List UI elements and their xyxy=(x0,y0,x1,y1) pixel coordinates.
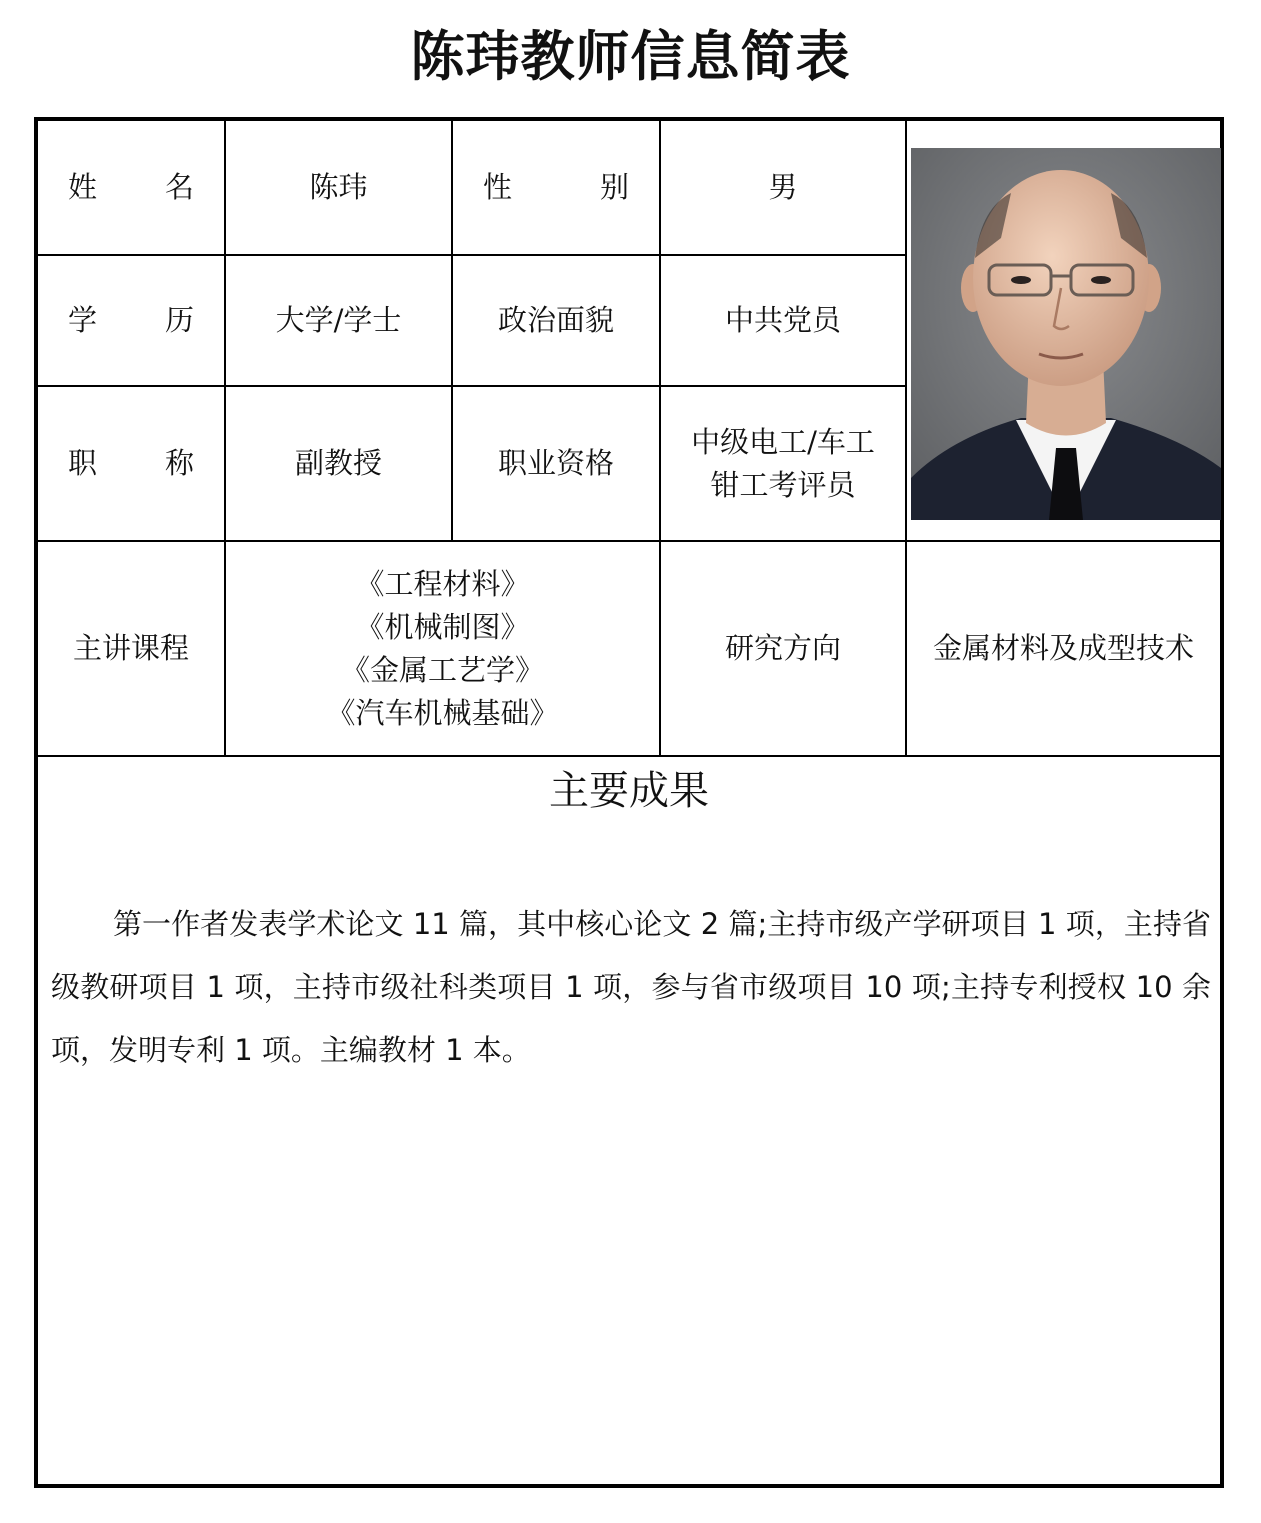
name-value: 陈玮 xyxy=(309,170,368,204)
title-label-char: 职 xyxy=(68,446,98,480)
course-item: 《工程材料》 xyxy=(355,566,530,601)
course-item: 《机械制图》 xyxy=(355,609,530,644)
course-item: 《汽车机械基础》 xyxy=(326,695,559,730)
politics-label: 政治面貌 xyxy=(497,303,614,337)
gender-label xyxy=(453,121,659,254)
gender-label-char: 性 xyxy=(483,170,513,204)
education-value: 大学/学士 xyxy=(275,303,402,337)
qualification-line: 中级电工/车工 xyxy=(691,424,875,459)
name-label-char: 姓 xyxy=(68,170,98,204)
course-item: 《金属工艺学》 xyxy=(340,652,544,687)
portrait-image xyxy=(911,148,1221,520)
politics-value: 中共党员 xyxy=(724,303,841,337)
research-label: 研究方向 xyxy=(724,631,841,665)
title-value: 副教授 xyxy=(294,446,382,480)
gender-value: 男 xyxy=(768,170,798,204)
title-label-char: 称 xyxy=(164,446,194,480)
page-title: 陈玮教师信息简表 xyxy=(410,25,851,88)
courses-list xyxy=(226,542,659,755)
achievements-text: 第一作者发表学术论文 11 篇，其中核心论文 2 篇;主持市级产学研项目 1 项，主持省级教研项目 1 项，主持市级社科类项目 1 项，参与省市级项目 10 项;主持专利授权 10 余项，发明专利 1 项。主编教材 1 本。 xyxy=(51,907,1211,1067)
qualification-label: 职业资格 xyxy=(497,446,614,480)
info-table xyxy=(34,117,1224,1488)
education-label xyxy=(38,256,224,385)
title-label xyxy=(38,387,224,540)
name-label xyxy=(38,121,224,254)
name-label-char: 名 xyxy=(164,170,194,204)
grid-line xyxy=(38,755,1220,757)
research-value: 金属材料及成型技术 xyxy=(932,631,1194,665)
gender-label-char: 别 xyxy=(599,170,629,204)
education-label-char: 历 xyxy=(164,303,194,337)
education-label-char: 学 xyxy=(68,303,98,337)
qualification-line: 钳工考评员 xyxy=(710,467,856,502)
courses-label: 主讲课程 xyxy=(72,631,189,665)
qualification-value xyxy=(661,387,905,540)
achievements-heading: 主要成果 xyxy=(549,768,709,814)
teacher-photo xyxy=(911,148,1221,520)
